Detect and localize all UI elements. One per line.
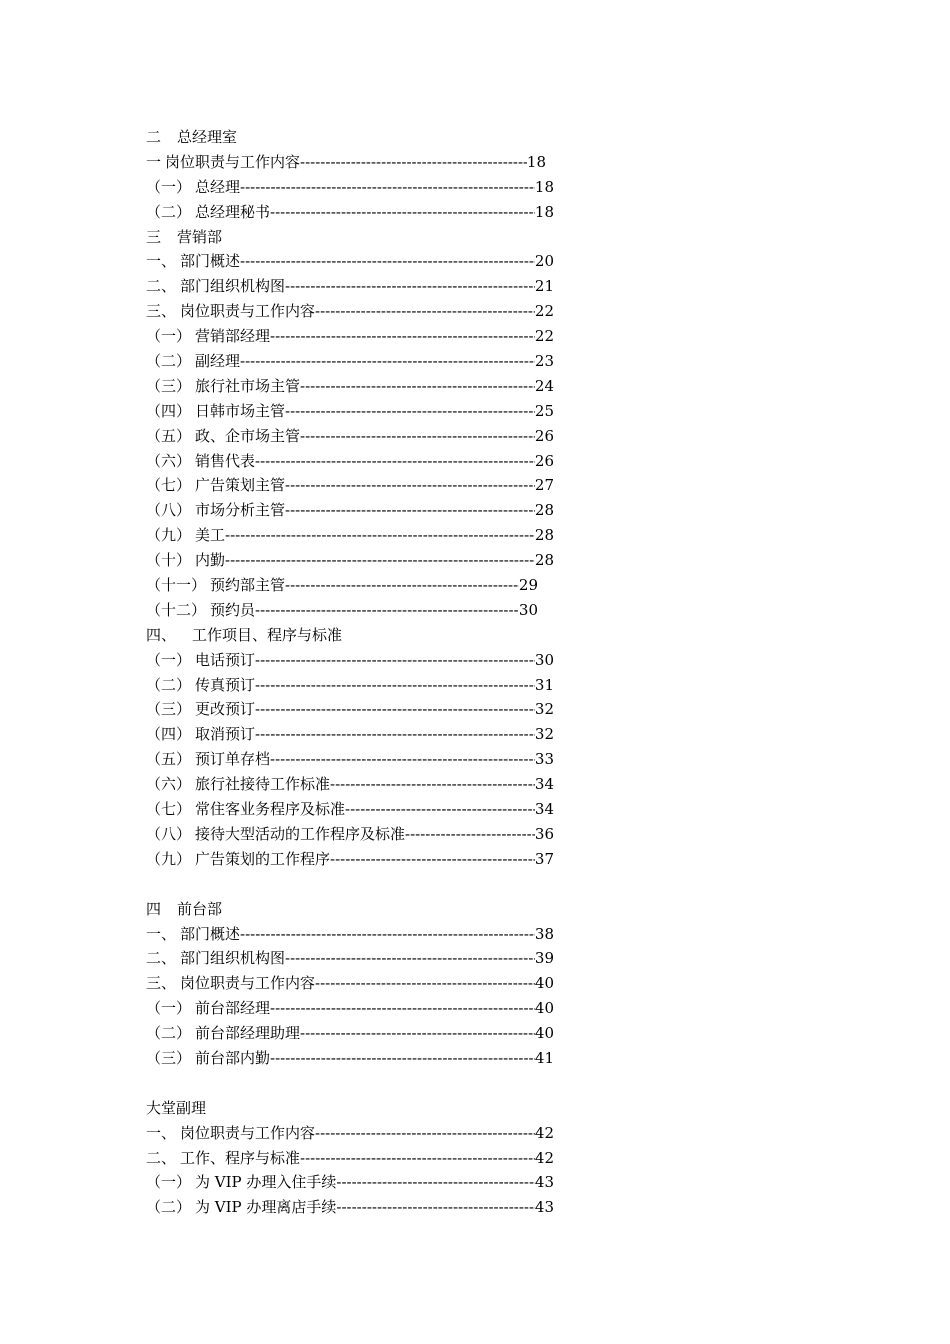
- dot-leader: [285, 498, 535, 523]
- page-number: 23: [534, 352, 554, 371]
- page-number: 18: [534, 177, 554, 196]
- entry-number: （二）: [146, 675, 192, 694]
- toc-entry[interactable]: [146, 1195, 554, 1220]
- dot-leader: [270, 200, 535, 225]
- entry-number: （四）: [146, 401, 192, 420]
- entry-title: 总经理秘书: [195, 202, 271, 221]
- dot-leader: [285, 946, 535, 971]
- entry-number: 二、: [146, 949, 177, 968]
- entry-title: 电话预订: [195, 650, 256, 669]
- page-number: 32: [534, 700, 554, 719]
- dot-leader: [255, 722, 535, 747]
- entry-title: 为 VIP 办理入住手续: [195, 1173, 337, 1192]
- page-number: 18: [526, 152, 546, 171]
- entry-title: 营销部经理: [195, 327, 271, 346]
- dot-leader: [270, 324, 535, 349]
- page-number: 21: [534, 277, 554, 296]
- entry-title: 传真预订: [195, 675, 256, 694]
- entry-number: （二）: [146, 1024, 192, 1043]
- entry-number: （一）: [146, 1173, 192, 1192]
- entry-title: 部门组织机构图: [180, 949, 286, 968]
- page-number: 34: [534, 775, 554, 794]
- entry-number: 二、: [146, 1148, 177, 1167]
- toc-entry[interactable]: [146, 399, 554, 424]
- entry-title: 部门概述: [180, 252, 241, 271]
- blank-line: [146, 872, 566, 897]
- entry-number: 一、: [146, 1123, 177, 1142]
- page-number: 42: [534, 1123, 554, 1142]
- page-number: 22: [534, 327, 554, 346]
- entry-number: （七）: [146, 800, 192, 819]
- page-number: 43: [534, 1198, 554, 1217]
- toc-entry[interactable]: [146, 673, 554, 698]
- entry-number: （十一）: [146, 576, 207, 595]
- entry-number: （五）: [146, 426, 192, 445]
- entry-number: （一）: [146, 999, 192, 1018]
- page-number: 37: [534, 849, 554, 868]
- entry-number: （八）: [146, 824, 192, 843]
- toc-entry[interactable]: [146, 299, 554, 324]
- entry-title: 部门概述: [180, 924, 241, 943]
- entry-number: （九）: [146, 526, 192, 545]
- dot-leader: [315, 299, 535, 324]
- entry-number: 三、: [146, 974, 177, 993]
- page-number: 40: [534, 974, 554, 993]
- dot-leader: [300, 150, 527, 175]
- entry-title: 岗位职责与工作内容: [165, 152, 301, 171]
- entry-title: 市场分析主管: [195, 501, 286, 520]
- dot-leader: [240, 349, 535, 374]
- entry-number: 三、: [146, 302, 177, 321]
- toc-entry[interactable]: [146, 473, 554, 498]
- toc-entry[interactable]: [146, 274, 554, 299]
- toc-entry[interactable]: [146, 573, 538, 598]
- page-number: 42: [534, 1148, 554, 1167]
- dot-leader: [336, 1170, 535, 1195]
- toc-entry[interactable]: [146, 946, 554, 971]
- toc-entry[interactable]: [146, 1170, 554, 1195]
- entry-title: 常住客业务程序及标准: [195, 800, 346, 819]
- dot-leader: [255, 648, 535, 673]
- page-number: 25: [534, 401, 554, 420]
- entry-title: 广告策划的工作程序: [195, 849, 331, 868]
- toc-entry[interactable]: [146, 822, 554, 847]
- dot-leader: [285, 573, 519, 598]
- entry-number: （六）: [146, 775, 192, 794]
- toc-entry[interactable]: [146, 772, 554, 797]
- section-number: 四、: [146, 625, 177, 644]
- dot-leader: [315, 1121, 535, 1146]
- dot-leader: [300, 374, 535, 399]
- toc-entry[interactable]: [146, 498, 554, 523]
- entry-title: 取消预订: [195, 725, 256, 744]
- entry-title: 为 VIP 办理离店手续: [195, 1198, 337, 1217]
- entry-number: （七）: [146, 476, 192, 495]
- entry-title: 销售代表: [195, 451, 256, 470]
- toc-entry[interactable]: [146, 1046, 554, 1071]
- entry-number: （一）: [146, 177, 192, 196]
- page-number: 40: [534, 1024, 554, 1043]
- dot-leader: [270, 747, 535, 772]
- dot-leader: [330, 772, 535, 797]
- page-number: 40: [534, 999, 554, 1018]
- dot-leader: [225, 523, 535, 548]
- entry-title: 部门组织机构图: [180, 277, 286, 296]
- page-number: 20: [534, 252, 554, 271]
- entry-number: （五）: [146, 750, 192, 769]
- entry-number: 一、: [146, 924, 177, 943]
- dot-leader: [300, 424, 535, 449]
- section-title: 总经理室: [177, 128, 238, 146]
- dot-leader: [285, 274, 535, 299]
- dot-leader: [270, 996, 535, 1021]
- dot-leader: [285, 473, 535, 498]
- page-number: 43: [534, 1173, 554, 1192]
- page-number: 22: [534, 302, 554, 321]
- entry-number: （二）: [146, 202, 192, 221]
- entry-number: （三）: [146, 700, 192, 719]
- page-number: 27: [534, 476, 554, 495]
- section-title: 大堂副理: [146, 1098, 207, 1117]
- page-number: 29: [518, 576, 538, 595]
- page-number: 41: [534, 1048, 554, 1067]
- entry-title: 预约员: [210, 600, 256, 619]
- dot-leader: [300, 1146, 535, 1171]
- entry-number: （四）: [146, 725, 192, 744]
- entry-number: （一）: [146, 327, 192, 346]
- toc-section-heading: [146, 1096, 566, 1121]
- entry-number: 一: [146, 152, 162, 171]
- entry-number: （十）: [146, 551, 192, 570]
- page-number: 32: [534, 725, 554, 744]
- dot-leader: [336, 1195, 535, 1220]
- entry-title: 工作、程序与标准: [180, 1148, 301, 1167]
- entry-number: （八）: [146, 501, 192, 520]
- toc-entry[interactable]: [146, 847, 554, 872]
- toc-entry[interactable]: [146, 449, 554, 474]
- toc-section-heading: [146, 623, 566, 648]
- entry-number: （一）: [146, 650, 192, 669]
- page-number: 36: [534, 824, 554, 843]
- entry-title: 总经理: [195, 177, 241, 196]
- dot-leader: [255, 598, 519, 623]
- entry-title: 副经理: [195, 352, 241, 371]
- toc-entry[interactable]: [146, 200, 554, 225]
- entry-title: 预约部主管: [210, 576, 286, 595]
- toc-entry[interactable]: [146, 175, 554, 200]
- section-number: 四: [146, 899, 162, 918]
- dot-leader: [240, 249, 535, 274]
- dot-leader: [255, 697, 535, 722]
- toc-entry[interactable]: [146, 249, 554, 274]
- entry-number: （十二）: [146, 600, 207, 619]
- entry-title: 广告策划主管: [195, 476, 286, 495]
- entry-title: 岗位职责与工作内容: [180, 1123, 316, 1142]
- toc-entry[interactable]: [146, 1121, 554, 1146]
- dot-leader: [300, 1021, 535, 1046]
- section-title: 前台部: [177, 899, 223, 918]
- toc-entry[interactable]: [146, 523, 554, 548]
- entry-title: 旅行社接待工作标准: [195, 775, 331, 794]
- table-of-contents: [146, 125, 566, 1220]
- dot-leader: [240, 175, 535, 200]
- toc-entry[interactable]: [146, 648, 554, 673]
- entry-number: 二、: [146, 277, 177, 296]
- page-number: 30: [518, 600, 538, 619]
- toc-entry[interactable]: [146, 971, 554, 996]
- entry-number: （三）: [146, 1048, 192, 1067]
- entry-title: 预订单存档: [195, 750, 271, 769]
- toc-section-heading: [146, 897, 566, 922]
- toc-section-heading: [146, 225, 566, 250]
- page-number: 31: [534, 675, 554, 694]
- entry-title: 旅行社市场主管: [195, 376, 301, 395]
- toc-entry[interactable]: [146, 1021, 554, 1046]
- dot-leader: [270, 1046, 535, 1071]
- page-number: 38: [534, 924, 554, 943]
- dot-leader: [255, 449, 535, 474]
- toc-entry[interactable]: [146, 922, 554, 947]
- dot-leader: [345, 797, 535, 822]
- toc-entry[interactable]: [146, 424, 554, 449]
- page-number: 24: [534, 376, 554, 395]
- entry-title: 岗位职责与工作内容: [180, 302, 316, 321]
- toc-entry[interactable]: [146, 697, 554, 722]
- dot-leader: [315, 971, 535, 996]
- toc-entry[interactable]: [146, 722, 554, 747]
- entry-title: 前台部经理助理: [195, 1024, 301, 1043]
- entry-number: （三）: [146, 376, 192, 395]
- dot-leader: [330, 847, 535, 872]
- page-number: 28: [534, 501, 554, 520]
- section-number: 二: [146, 128, 162, 146]
- section-title: 工作项目、程序与标准: [192, 625, 343, 644]
- toc-entry[interactable]: [146, 797, 554, 822]
- dot-leader: [225, 548, 535, 573]
- toc-entry[interactable]: [146, 324, 554, 349]
- page-number: 26: [534, 451, 554, 470]
- blank-line: [146, 1071, 566, 1096]
- dot-leader: [255, 673, 535, 698]
- page-number: 39: [534, 949, 554, 968]
- dot-leader: [405, 822, 535, 847]
- page-number: 18: [534, 202, 554, 221]
- toc-entry[interactable]: [146, 548, 554, 573]
- entry-title: 接待大型活动的工作程序及标准: [195, 824, 406, 843]
- page-number: 34: [534, 800, 554, 819]
- entry-title: 日韩市场主管: [195, 401, 286, 420]
- entry-title: 内勤: [195, 551, 226, 570]
- toc-entry[interactable]: [146, 374, 554, 399]
- toc-entry[interactable]: [146, 1146, 554, 1171]
- toc-section-heading: [146, 125, 566, 150]
- page-number: 28: [534, 551, 554, 570]
- toc-entry[interactable]: [146, 598, 538, 623]
- entry-number: （二）: [146, 352, 192, 371]
- dot-leader: [285, 399, 535, 424]
- toc-entry[interactable]: [146, 747, 554, 772]
- entry-number: （二）: [146, 1198, 192, 1217]
- entry-number: （九）: [146, 849, 192, 868]
- entry-title: 岗位职责与工作内容: [180, 974, 316, 993]
- page-number: 28: [534, 526, 554, 545]
- section-title: 营销部: [177, 227, 223, 246]
- toc-entry[interactable]: [146, 150, 546, 175]
- toc-entry[interactable]: [146, 349, 554, 374]
- section-number: 三: [146, 227, 162, 246]
- toc-entry[interactable]: [146, 996, 554, 1021]
- page-number: 26: [534, 426, 554, 445]
- entry-title: 前台部经理: [195, 999, 271, 1018]
- entry-title: 前台部内勤: [195, 1048, 271, 1067]
- page-number: 30: [534, 650, 554, 669]
- dot-leader: [240, 922, 535, 947]
- entry-title: 更改预订: [195, 700, 256, 719]
- entry-title: 政、企市场主管: [195, 426, 301, 445]
- page-number: 33: [534, 750, 554, 769]
- entry-title: 美工: [195, 526, 226, 545]
- entry-number: （六）: [146, 451, 192, 470]
- entry-number: 一、: [146, 252, 177, 271]
